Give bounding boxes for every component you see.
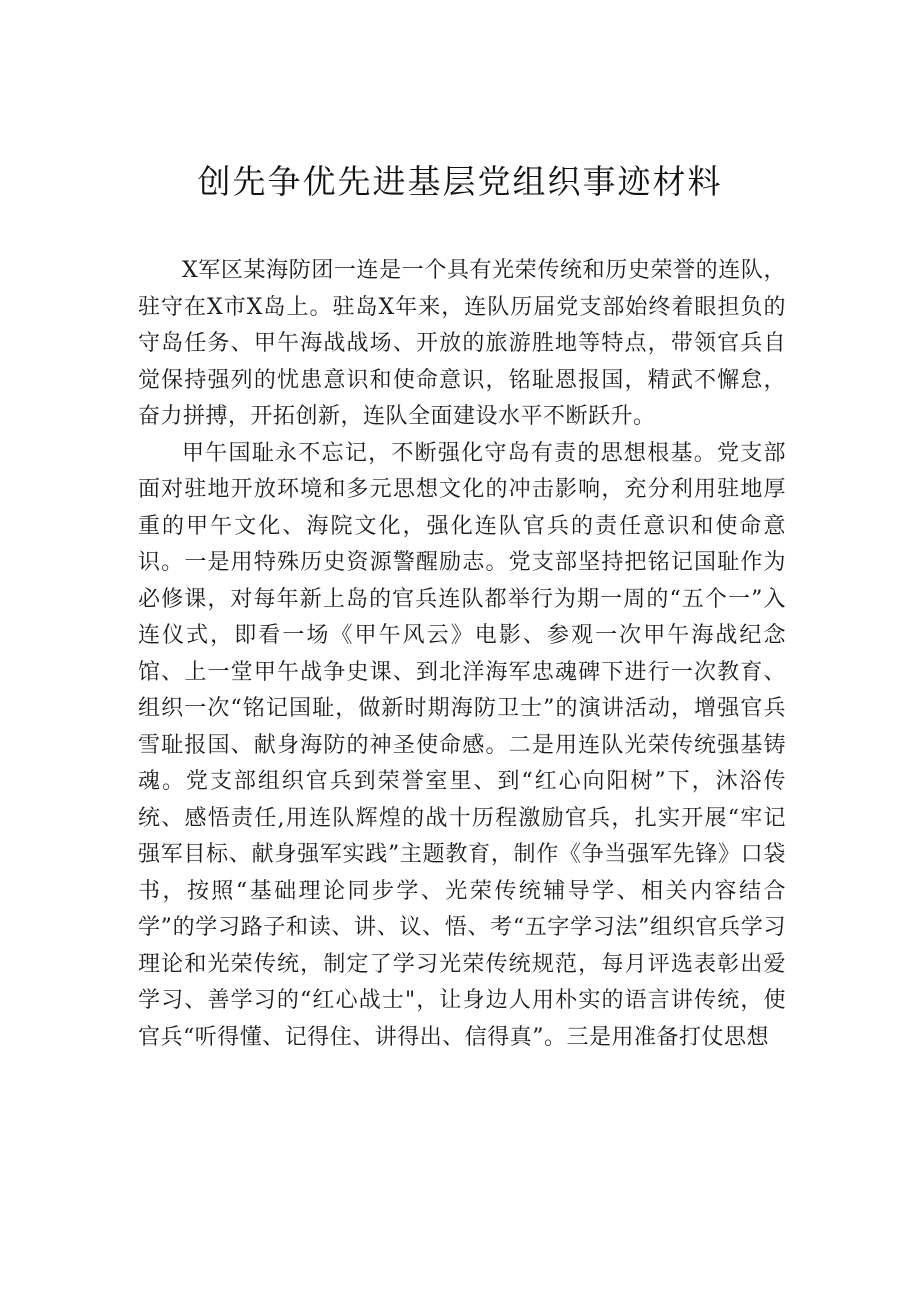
paragraph-1: X军区某海防团一连是一个具有光荣传统和历史荣誉的连队，驻守在X市X岛上。驻岛X年来，连队历届党支部始终着眼担负的守岛任务、甲午海战战场、开放的旅游胜地等特点，带领官兵自觉保持强列的忧患意识和使命意识，铭耻恩报国，精武不懈怠，奋力拼搏，开拓创新，连队全面建设水平不断跃升。 (138, 258, 786, 429)
paragraph-2: 甲午国耻永不忘记，不断强化守岛有责的思想根基。党支部面对驻地开放环境和多元思想文化的冲击影响，充分利用驻地厚重的甲午文化、海院文化，强化连队官兵的责任意识和使命意识。一是用特殊历史资源警醒励志。党支部坚持把铭记国耻作为必修课，对每年新上岛的官兵连队都举行为期一周的“五个一”入连仪式，即看一场《甲午风云》电影、参观一次甲午海战纪念馆、上一堂甲午战争史课、到北洋海军忠魂碑下进行一次教育、组织一次“铭记国耻，做新时期海防卫士”的演讲活动，增强官兵雪耻报国、献身海防的神圣使命感。二是用连队光荣传统强基铸魂。党支部组织官兵到荣誉室里、到“红心向阳树”下，沐浴传统、感悟责任,用连队辉煌的战十历程激励官兵，扎实开展“牢记强军目标、献身强军实践”主题教育，制作《争当强军先锋》口袋书，按照“基础理论同步学、光荣传统辅导学、相关内容结合学”的学习路子和读、讲、议、悟、考“五字学习法”组织官兵学习理论和光荣传统，制定了学习光荣传统规范，每月评选表彰出爱学习、善学习的“红心战士"，让身边人用朴实的语言讲传统，使官兵“听得懂、记得住、讲得出、信得真”。三是用准备打仗思想 (138, 440, 786, 1050)
document-body (138, 253, 786, 1056)
document-title: 创先争优先进基层党组织事迹材料 (197, 162, 723, 201)
